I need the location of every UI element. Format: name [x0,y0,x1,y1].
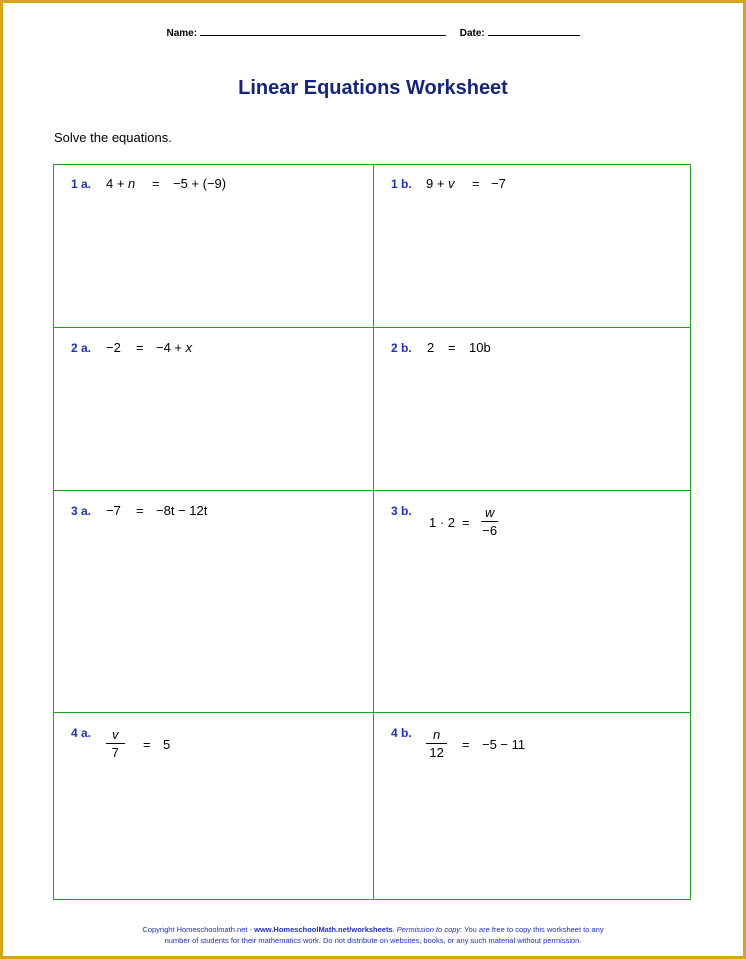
footer-permission: Permission to copy [396,925,461,934]
equals-sign: = [462,737,470,752]
equation-lhs: 2 [427,340,435,355]
equation-lhs-fraction [106,727,125,761]
fraction-denominator: 7 [111,745,119,760]
cell-4b[interactable] [374,713,691,900]
fraction-numerator: v [106,727,125,744]
equation-rhs: −5 + (−9) [173,176,227,191]
problem-label: 1 a. [71,177,92,191]
equation-lhs: 9 + v [426,176,455,191]
cell-3b[interactable] [374,491,691,713]
problem-label: 2 a. [71,341,92,355]
footer-line-2: number of students for their mathematics work. Do not distribute on websites, books, or any such material without permission. [164,936,582,945]
equals-sign: = [152,176,160,191]
footer-separator: . [392,925,397,934]
equation-rhs: 5 [163,737,171,752]
equals-sign: = [136,340,144,355]
equation-rhs-fraction [481,505,498,539]
problem-label: 3 a. [71,504,92,518]
date-label: Date: [459,28,485,39]
equation-lhs-fraction [426,727,447,761]
problem-grid [53,164,691,900]
problem-label: 1 b. [391,177,412,191]
equals-sign: = [143,737,151,752]
cell-4a[interactable] [54,713,374,900]
footer-permission-text: : You are free to copy this worksheet to any [460,925,604,934]
cell-2b[interactable] [374,328,691,491]
equation-rhs: −4 + x [156,340,193,355]
fraction-numerator: n [426,727,447,744]
cell-1b[interactable] [374,165,691,328]
equals-sign: = [472,176,480,191]
name-label: Name: [166,28,198,39]
problem-label: 3 b. [391,504,412,518]
equals-sign: = [462,515,470,530]
problem-label: 4 b. [391,726,412,740]
date-blank[interactable] [488,27,580,36]
copyright-footer [3,924,743,946]
equation-lhs: −2 [106,340,121,355]
page-title: Linear Equations Worksheet [238,77,508,99]
equation-rhs: −7 [491,176,506,191]
problem-label: 2 b. [391,341,412,355]
equation-lhs: 1 · 2 [429,515,456,530]
equals-sign: = [136,503,144,518]
equation-lhs: −7 [106,503,121,518]
cell-3a[interactable] [54,491,374,713]
equation-rhs: −8t − 12t [156,503,208,518]
header-line [3,27,743,39]
fraction-denominator: −6 [482,523,498,538]
cell-2a[interactable] [54,328,374,491]
name-blank[interactable] [200,27,446,36]
fraction-denominator: 12 [429,745,444,760]
equation-rhs: −5 − 11 [482,737,526,752]
footer-link[interactable]: www.HomeschoolMath.net/worksheets [254,925,393,934]
equation-rhs: 10b [469,340,491,355]
instructions: Solve the equations. [54,130,172,145]
footer-line-1 [3,924,743,935]
equation-lhs: 4 + n [106,176,136,191]
footer-copyright: Copyright Homeschoolmath.net - [142,925,255,934]
fraction-numerator: w [481,505,498,522]
equals-sign: = [448,340,456,355]
problem-label: 4 a. [71,726,92,740]
